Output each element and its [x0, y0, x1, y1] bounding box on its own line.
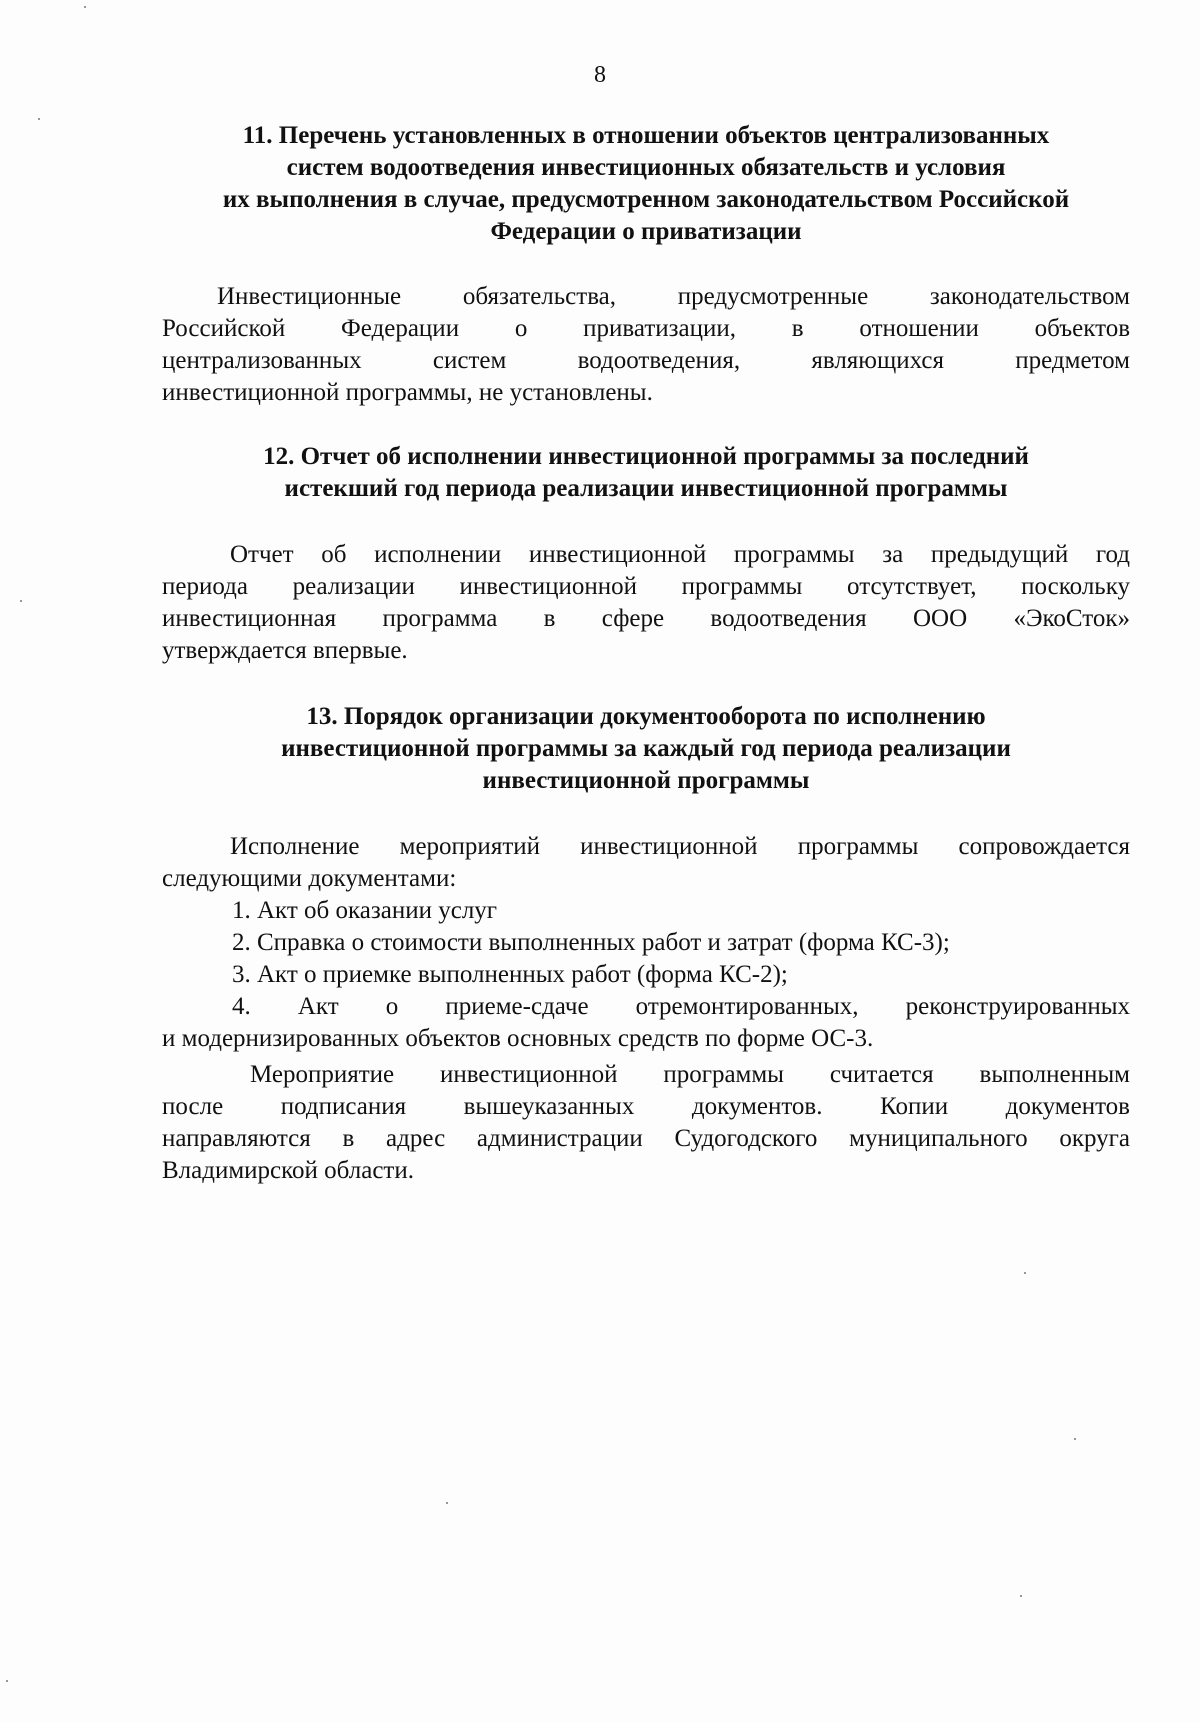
paragraph-line: Мероприятие инвестиционной программы считается выполненным [250, 1061, 1130, 1088]
section-12-heading [162, 441, 1130, 505]
paragraph-line: следующими документами: [162, 865, 457, 892]
paragraph-line: централизованных систем водоотведения, являющихся предметом [162, 347, 1130, 374]
paragraph-line: Владимирской области. [162, 1157, 414, 1184]
section-13-intro [162, 831, 1130, 895]
list-item: 3. Акт о приемке выполненных работ (форма КС-2); [232, 961, 788, 988]
list-item: 4. Акт о приеме-сдаче отремонтированных, реконструированных [232, 993, 1130, 1020]
section-11-heading [162, 120, 1130, 248]
section-13-heading [162, 701, 1130, 797]
paragraph-line: утверждается впервые. [162, 637, 408, 664]
scan-speck [1074, 1438, 1076, 1440]
section-13-final-paragraph [162, 1059, 1130, 1187]
list-item: 2. Справка о стоимости выполненных работ и затрат (форма КС-3); [232, 929, 950, 956]
page-number: 8 [594, 62, 606, 88]
heading-line: систем водоотведения инвестиционных обязательств и условия [286, 154, 1006, 181]
heading-line: истекший год периода реализации инвестиционной программы [284, 475, 1008, 502]
heading-line: 11. Перечень установленных в отношении объектов централизованных [242, 122, 1050, 149]
scan-speck [20, 600, 22, 602]
scan-speck [38, 118, 40, 120]
scan-speck [446, 1502, 448, 1504]
heading-line: 13. Порядок организации документооборота по исполнению [306, 703, 986, 730]
paragraph-line: инвестиционная программа в сфере водоотведения ООО «ЭкоСток» [162, 605, 1130, 632]
heading-line: 12. Отчет об исполнении инвестиционной программы за последний [263, 443, 1029, 470]
paragraph-line: Российской Федерации о приватизации, в отношении объектов [162, 315, 1130, 342]
list-item-continuation: и модернизированных объектов основных средств по форме ОС-3. [162, 1025, 874, 1052]
section-11-paragraph [162, 281, 1130, 409]
list-item: 1. Акт об оказании услуг [232, 897, 498, 924]
document-body [162, 120, 1130, 1187]
scan-speck [1020, 1595, 1022, 1597]
heading-line: их выполнения в случае, предусмотренном законодательством Российской [222, 186, 1070, 213]
paragraph-line: Отчет об исполнении инвестиционной программы за предыдущий год [230, 541, 1130, 568]
paragraph-line: периода реализации инвестиционной программы отсутствует, поскольку [162, 573, 1130, 600]
paragraph-line: после подписания вышеуказанных документов. Копии документов [162, 1093, 1130, 1120]
paragraph-line: инвестиционной программы, не установлены. [162, 379, 653, 406]
section-12-paragraph [162, 539, 1130, 667]
paragraph-line: направляются в адрес администрации Судогодского муниципального округа [162, 1125, 1130, 1152]
heading-line: инвестиционной программы [482, 767, 810, 794]
scan-speck [84, 6, 86, 8]
scan-speck [1024, 1272, 1026, 1274]
heading-line: Федерации о приватизации [490, 218, 802, 245]
heading-line: инвестиционной программы за каждый год периода реализации [281, 735, 1011, 762]
paragraph-line: Инвестиционные обязательства, предусмотренные законодательством [217, 283, 1130, 310]
documents-list [162, 895, 1130, 1055]
paragraph-line: Исполнение мероприятий инвестиционной программы сопровождается [230, 833, 1130, 860]
scan-speck [6, 1680, 8, 1682]
